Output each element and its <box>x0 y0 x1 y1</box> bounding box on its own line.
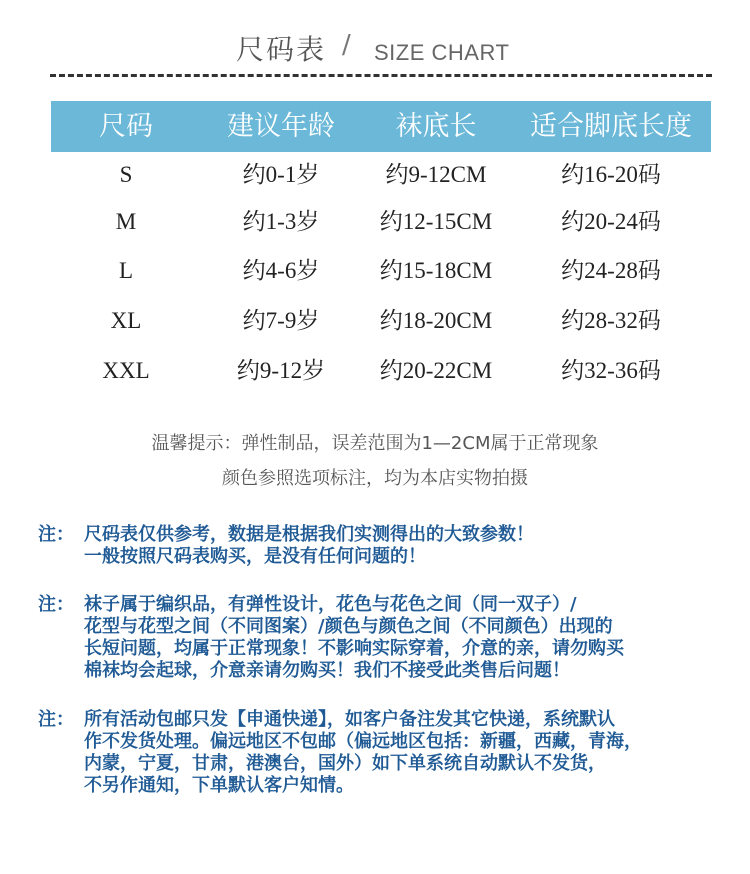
cell-foot-length: 约28-32码 <box>561 308 661 333</box>
header-foot-length: 适合脚底长度 <box>530 111 692 142</box>
note-line: 内蒙，宁夏，甘肃，港澳台，国外）如下单系统自动默认不发货， <box>84 753 606 774</box>
note-line: 花型与花型之间（不同图案）/颜色与颜色之间（不同颜色）出现的 <box>84 616 613 637</box>
cell-age: 约0-1岁 <box>242 162 320 187</box>
cell-foot-length: 约16-20码 <box>561 162 661 187</box>
title-row <box>0 28 750 72</box>
header-sole-length: 袜底长 <box>395 111 477 142</box>
note-label: 注： <box>38 594 74 615</box>
note-label: 注： <box>38 709 74 730</box>
page-title: 尺码表 <box>236 33 327 66</box>
tip-color: 颜色参照选项标注，均为本店实物拍摄 <box>222 468 528 489</box>
title-divider <box>50 74 712 77</box>
note-line: 作不发货处理。偏远地区不包邮（偏远地区包括：新疆，西藏，青海， <box>84 731 642 752</box>
cell-foot-length: 约20-24码 <box>561 209 661 234</box>
cell-sole-length: 约15-18CM <box>379 258 493 283</box>
cell-foot-length: 约32-36码 <box>561 358 661 383</box>
table-row <box>51 202 711 242</box>
cell-sole-length: 约20-22CM <box>379 358 493 383</box>
title-separator: / <box>342 30 351 60</box>
note-line: 袜子属于编织品，有弹性设计，花色与花色之间（同一双子）/ <box>84 594 577 615</box>
cell-age: 约9-12岁 <box>236 358 326 383</box>
table-header <box>51 101 711 152</box>
cell-size: M <box>115 209 137 234</box>
note-line: 一般按照尺码表购买，是没有任何问题的！ <box>84 546 426 567</box>
table-row <box>51 351 711 391</box>
table-row <box>51 251 711 291</box>
cell-size: XXL <box>102 358 150 383</box>
note-line: 不另作通知，下单默认客户知情。 <box>84 775 354 796</box>
note-line: 棉袜均会起球，介意亲请勿购买！我们不接受此类售后问题！ <box>84 660 570 681</box>
cell-size: L <box>118 258 134 283</box>
note-line: 长短问题，均属于正常现象！不影响实际穿着，介意的亲，请勿购买 <box>84 638 624 659</box>
header-age: 建议年龄 <box>227 111 335 142</box>
cell-age: 约7-9岁 <box>242 308 320 333</box>
header-size: 尺码 <box>99 111 153 142</box>
page-subtitle: SIZE CHART <box>374 40 510 65</box>
cell-age: 约4-6岁 <box>242 258 320 283</box>
tip-elasticity: 温馨提示：弹性制品，误差范围为1—2CM属于正常现象 <box>151 433 599 454</box>
note-label: 注： <box>38 524 74 545</box>
cell-sole-length: 约9-12CM <box>385 162 487 187</box>
note-line: 尺码表仅供参考，数据是根据我们实测得出的大致参数！ <box>84 524 534 545</box>
cell-size: XL <box>110 308 142 333</box>
cell-sole-length: 约18-20CM <box>379 308 493 333</box>
cell-foot-length: 约24-28码 <box>561 258 661 283</box>
cell-sole-length: 约12-15CM <box>379 209 493 234</box>
cell-size: S <box>119 162 133 187</box>
note-line: 所有活动包邮只发【申通快递】，如客户备注发其它快递，系统默认 <box>84 709 615 730</box>
cell-age: 约1-3岁 <box>242 209 320 234</box>
table-row <box>51 155 711 195</box>
table-row <box>51 301 711 341</box>
